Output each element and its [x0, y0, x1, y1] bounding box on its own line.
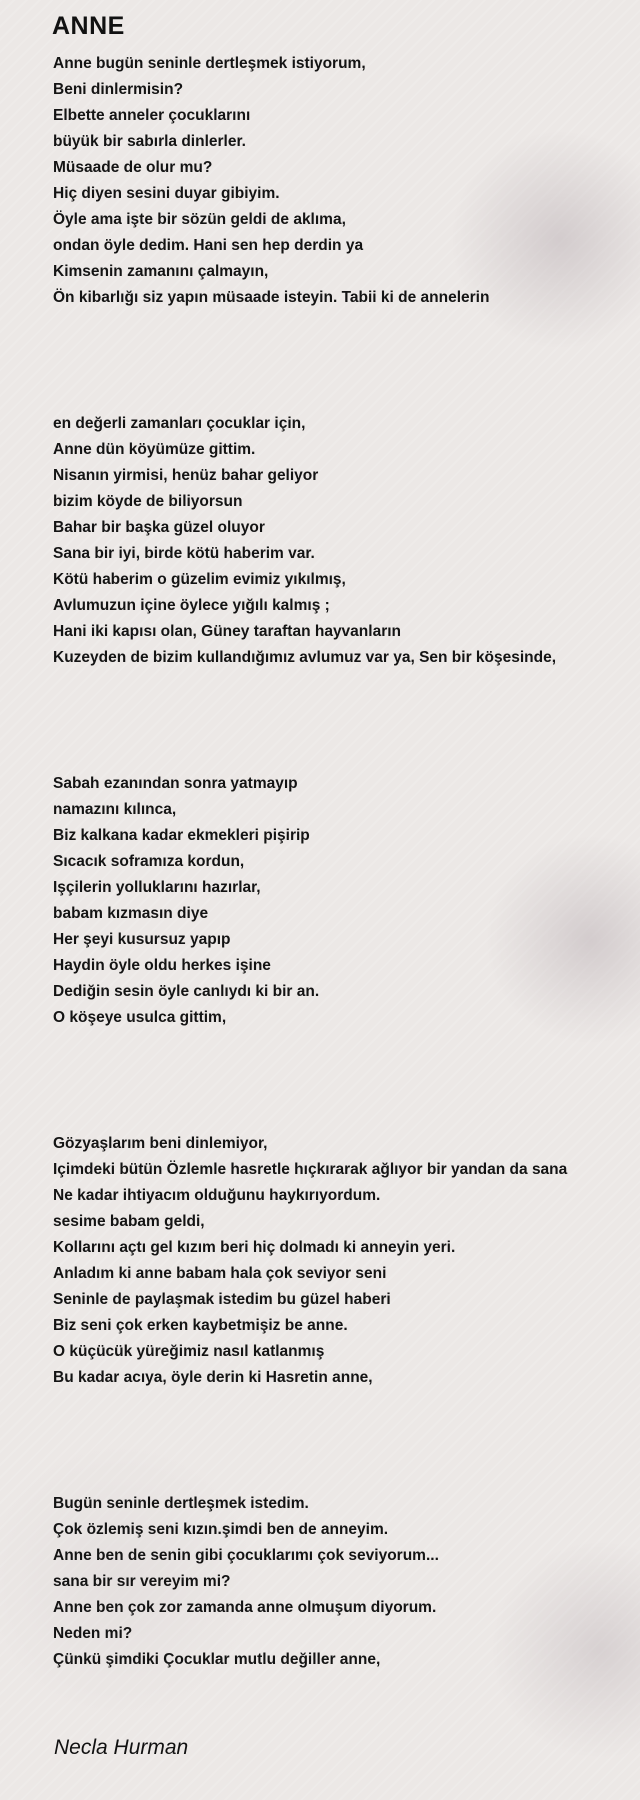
poem-line: sesime babam geldi,	[53, 1213, 205, 1230]
poem-line: Beni dinlermisin?	[53, 81, 184, 98]
stanza-5	[53, 1491, 439, 1673]
poem-line: Neden mi?	[53, 1625, 133, 1642]
poem-line: Haydin öyle oldu herkes işine	[53, 957, 271, 974]
poem-line: Biz seni çok erken kaybetmişiz be anne.	[53, 1317, 348, 1334]
poem-line: Ön kibarlığı siz yapın müsaade isteyin. Tabii ki de annelerin	[53, 289, 490, 306]
poem-line: Işçilerin yolluklarını hazırlar,	[53, 879, 261, 896]
poem-line: Hiç diyen sesini duyar gibiyim.	[53, 185, 280, 202]
stanza-1	[53, 51, 489, 311]
poem-line: Çünkü şimdiki Çocuklar mutlu değiller anne,	[53, 1651, 381, 1668]
poem-line: Bu kadar acıya, öyle derin ki Hasretin anne,	[53, 1369, 373, 1386]
poem-line: bizim köyde de biliyorsun	[53, 493, 243, 510]
poem-line: Her şeyi kusursuz yapıp	[53, 931, 231, 948]
poem-line: Kimsenin zamanını çalmayın,	[53, 263, 269, 280]
poem-line: namazını kılınca,	[53, 801, 177, 818]
poem-line: Bahar bir başka güzel oluyor	[53, 519, 265, 536]
poem-line: Bugün seninle dertleşmek istedim.	[53, 1495, 309, 1512]
poem-line: Sıcacık soframıza kordun,	[53, 853, 245, 870]
poem-line: Öyle ama işte bir sözün geldi de aklıma,	[53, 211, 346, 228]
poem-line: Anne ben de senin gibi çocuklarımı çok seviyorum...	[53, 1547, 439, 1564]
poem-line: Seninle de paylaşmak istedim bu güzel haberi	[53, 1291, 391, 1308]
poem-line: Kötü haberim o güzelim evimiz yıkılmış,	[53, 571, 346, 588]
poem-line: Nisanın yirmisi, henüz bahar geliyor	[53, 467, 319, 484]
poem-line: büyük bir sabırla dinlerler.	[53, 133, 246, 150]
poem-line: O köşeye usulca gittim,	[53, 1009, 227, 1026]
poem-line: Dediğin sesin öyle canlıydı ki bir an.	[53, 983, 320, 1000]
poem-line: Biz kalkana kadar ekmekleri pişirip	[53, 827, 310, 844]
poem-line: babam kızmasın diye	[53, 905, 209, 922]
stanza-2	[53, 411, 556, 671]
poem-line: Kuzeyden de bizim kullandığımız avlumuz var ya, Sen bir köşesinde,	[53, 649, 557, 666]
poem-line: Sana bir iyi, birde kötü haberim var.	[53, 545, 315, 562]
poem-line: sana bir sır vereyim mi?	[53, 1573, 231, 1590]
stanza-4	[53, 1131, 567, 1391]
poem-line: ondan öyle dedim. Hani sen hep derdin ya	[53, 237, 364, 254]
poem-line: Çok özlemiş seni kızın.şimdi ben de anneyim.	[53, 1521, 389, 1538]
poem-line: Gözyaşlarım beni dinlemiyor,	[53, 1135, 268, 1152]
poem-line: Elbette anneler çocuklarını	[53, 107, 251, 124]
poem-line: en değerli zamanları çocuklar için,	[53, 415, 306, 432]
poem-line: Sabah ezanından sonra yatmayıp	[53, 775, 298, 792]
poem-line: Avlumuzun içine öylece yığılı kalmış ;	[53, 597, 330, 614]
poem-line: Anladım ki anne babam hala çok seviyor seni	[53, 1265, 387, 1282]
stanza-3	[53, 771, 319, 1031]
poem-line: Anne dün köyümüze gittim.	[53, 441, 256, 458]
poem-line: Anne ben çok zor zamanda anne olmuşum diyorum.	[53, 1599, 437, 1616]
poem-line: Anne bugün seninle dertleşmek istiyorum,	[53, 55, 366, 72]
poem-line: Içimdeki bütün Özlemle hasretle hıçkırarak ağlıyor bir yandan da sana	[53, 1161, 568, 1178]
poem-line: Müsaade de olur mu?	[53, 159, 213, 176]
author-signature: Necla Hurman	[54, 1736, 189, 1759]
poem-line: Kollarını açtı gel kızım beri hiç dolmadı ki anneyin yeri.	[53, 1239, 456, 1256]
poem-line: Ne kadar ihtiyacım olduğunu haykırıyordum.	[53, 1187, 381, 1204]
poem-line: Hani iki kapısı olan, Güney taraftan hayvanların	[53, 623, 402, 640]
poem-title: ANNE	[52, 12, 125, 40]
poem-line: O küçücük yüreğimiz nasıl katlanmış	[53, 1343, 325, 1360]
